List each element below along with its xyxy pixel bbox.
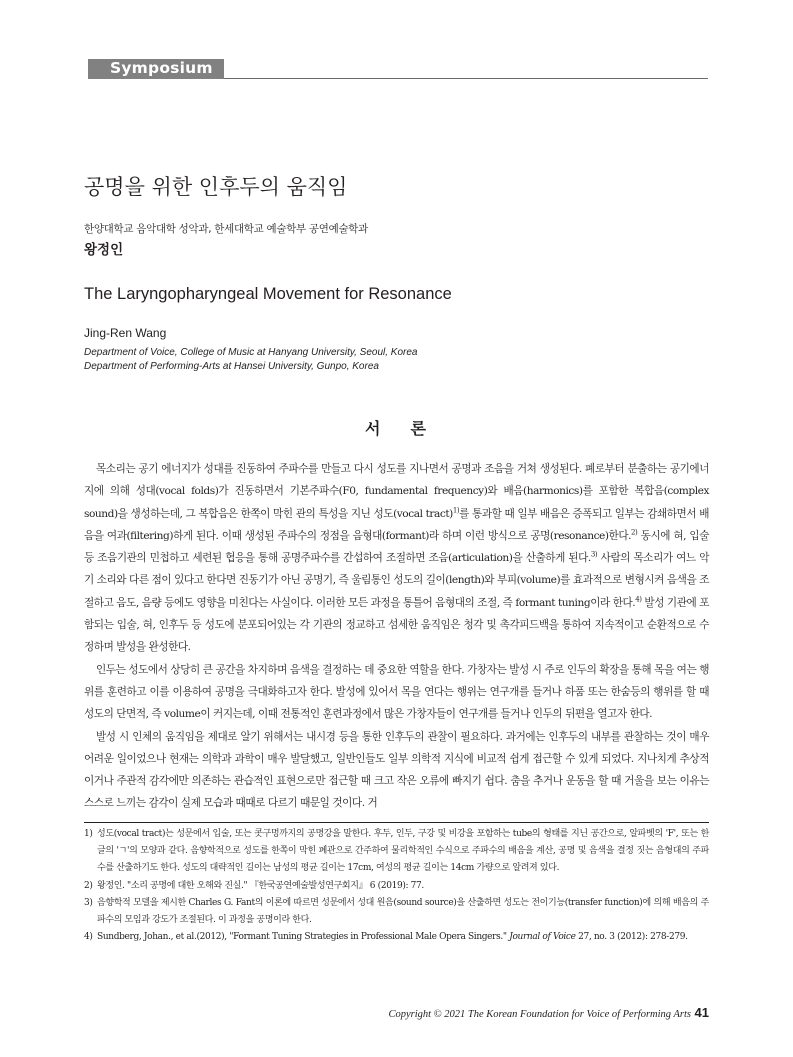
paragraph-text: 목소리는 공기 에너지가 성대를 진동하여 주파수를 만들고 다시 성도를 지나면서 공명과 조음을 거쳐 생성된다. 폐로부터 분출하는 공기에너지에 의해 성대(vocal folds)가 진동하면서 기본주파수(F0, fundamental frequency)와 배음(harmonics)를 포함한 복합음(complex sound)을 생성하는데, 그 복합음은 한쪽이 막힌 관의 특성을 지닌 성도(vocal tract)	[84, 463, 709, 520]
footnote-number: 2)	[84, 880, 93, 891]
footnote-number: 3)	[84, 897, 93, 908]
body-text	[84, 458, 709, 815]
footnote-ref[interactable]: 1)	[452, 506, 460, 515]
footnotes	[84, 826, 709, 946]
footnote-text: 왕정인. "소리 공명에 대한 오해와 진실." 『한국공연예술발성연구회지』 6 (2019): 77.	[97, 880, 424, 891]
footnote	[84, 929, 709, 946]
footnote	[84, 826, 709, 878]
section-heading: 서론	[365, 419, 456, 438]
footnote-ref[interactable]: 2)	[631, 528, 638, 537]
paragraph: 인두는 성도에서 상당히 큰 공간을 차지하며 음색을 결정하는 데 중요한 역할을 한다. 가창자는 발성 시 주로 인두의 확장을 통해 목을 여는 행위를 훈련하고 이를 이용하여 공명을 극대화하고자 한다. 발성에 있어서 목을 연다는 행위는 연구개를 들거나 하품 또는 한숨등의 행위를 할 때 성도의 단면적, 즉 volume이 커지는데, 이때 전통적인 훈련과정에서 많은 가창자들이 연구개를 들거나 인두의 뒤편을 열고자 한다.	[84, 663, 709, 721]
paragraph-text: 발성 기관에 포함되는 입술, 혀, 인후두 등 성도에 분포되어있는 각 기관의 정교하고 섬세한 움직임은 청각 및 촉각피드백을 통하여 지속적이고 순환적으로 수정하며 발성을 완성한다.	[84, 596, 709, 654]
footnote-ref[interactable]: 4)	[635, 595, 642, 604]
copyright-notice: Copyright © 2021 The Korean Foundation for Voice of Performing Arts	[388, 1009, 691, 1020]
citation-text: 27, no. 3 (2012): 278-279.	[575, 932, 688, 943]
paragraph	[84, 458, 709, 659]
footnote	[84, 895, 709, 929]
paragraph: 발성 시 인체의 움직임을 제대로 알기 위해서는 내시경 등을 통한 인후두의 관찰이 필요하다. 과거에는 인후두의 내부를 관찰하는 것이 매우 어려운 일이었으나 현재는 의학과 과학이 매우 발달했고, 일반인들도 일부 의학적 지식에 비교적 쉽게 접근할 수 있게 되었다. 지나치게 추상적이거나 주관적 감각에만 의존하는 관습적인 표현으로만 접근할 때 크고 작은 오류에 빠지기 쉽다. 춤을 추거나 운동을 할 때 거울을 보는 이유는 스스로 느끼는 감각이 실제 모습과 때때로 다르기 때문일 것이다. 거	[84, 730, 709, 810]
footnote-ref[interactable]: 3)	[590, 550, 598, 559]
author-name-korean: 왕정인	[84, 242, 124, 258]
journal-title: Journal of Voice	[509, 932, 576, 943]
footnote-number: 1)	[84, 829, 93, 839]
footnote-text: 성도(vocal tract)는 성문에서 입술, 또는 콧구멍까지의 공명강을 말한다. 후두, 인두, 구강 및 비강을 포함하는 tube의 형태를 지닌 공간으로, 알파벳의 'F', 또는 한글의 'ㄱ'의 모양과 같다. 음향학적으로 성도를 한쪽이 막힌 폐관으로 간주하여 물리학적인 수식으로 주파수의 배음을 계산, 공명 및 음색을 결정 짓는 음형대의 주파수를 산출하기도 한다. 성도의 대략적인 길이는 남성의 평균 길이는 17cm, 여성의 평균 길이는 14cm 가량으로 알려져 있다.	[97, 829, 709, 874]
footnote-text	[97, 929, 709, 946]
footnote-text: 음향학적 모델을 제시한 Charles G. Fant의 이론에 따르면 성문에서 성대 원음(sound source)을 산출하면 성도는 전이기능(transfer function)에 의해 배음의 주파수의 모임과 강도가 조절된다. 이 과정을 공명이라 한다.	[97, 897, 709, 926]
paragraph-text: 동시에 혀, 입술 등 조음기관의 민첩하고 세련된 협응을 통해 공명주파수를 간섭하여 조절하면 조음(articulation)을 산출하게 된다.	[84, 529, 709, 565]
paragraph-text: 를 통과할 때 일부 배음은 증폭되고 일부는 감쇄하면서 배음을 여과(filtering)하게 된다. 이때 생성된 주파수의 정점을 음형대(formant)라 하며 이런 방식으로 공명(resonance)한다.	[84, 507, 709, 542]
article-title-korean: 공명을 위한 인후두의 움직임	[84, 175, 348, 199]
header-tab-label: Symposium	[110, 59, 213, 77]
paragraph-text: 사람의 목소리가 여느 악기 소리와 다른 점이 있다고 한다면 진동기가 아닌 공명기, 즉 울림통인 성도의 길이(length)와 부피(volume)를 효과적으로 변형시켜 음색을 조절하고 음도, 음량 등에도 영향을 미친다는 사실이다. 이러한 모든 과정을 통틀어 음형대의 조절, 즉 formant tuning이라 한다.	[84, 552, 709, 609]
author-name-english: Jing-Ren Wang	[84, 326, 167, 340]
affiliation-english-line: Department of Performing-Arts at Hansei University, Gunpo, Korea	[84, 361, 379, 372]
article-title-english: The Laryngopharyngeal Movement for Resonance	[84, 285, 452, 303]
citation-text: Sundberg, Johan., et al.(2012), "Formant Tuning Strategies in Professional Male Opera Singers."	[97, 932, 510, 943]
page-number: 41	[694, 1005, 709, 1020]
affiliation-english	[84, 346, 418, 374]
affiliation-korean: 한양대학교 음악대학 성악과, 한세대학교 예술학부 공연예술학과	[84, 223, 368, 235]
footnote-number: 4)	[84, 932, 93, 943]
footnote-divider	[84, 822, 709, 823]
header-rule	[224, 78, 708, 79]
footnote	[84, 878, 709, 895]
affiliation-english-line: Department of Voice, College of Music at Hanyang University, Seoul, Korea	[84, 347, 418, 358]
